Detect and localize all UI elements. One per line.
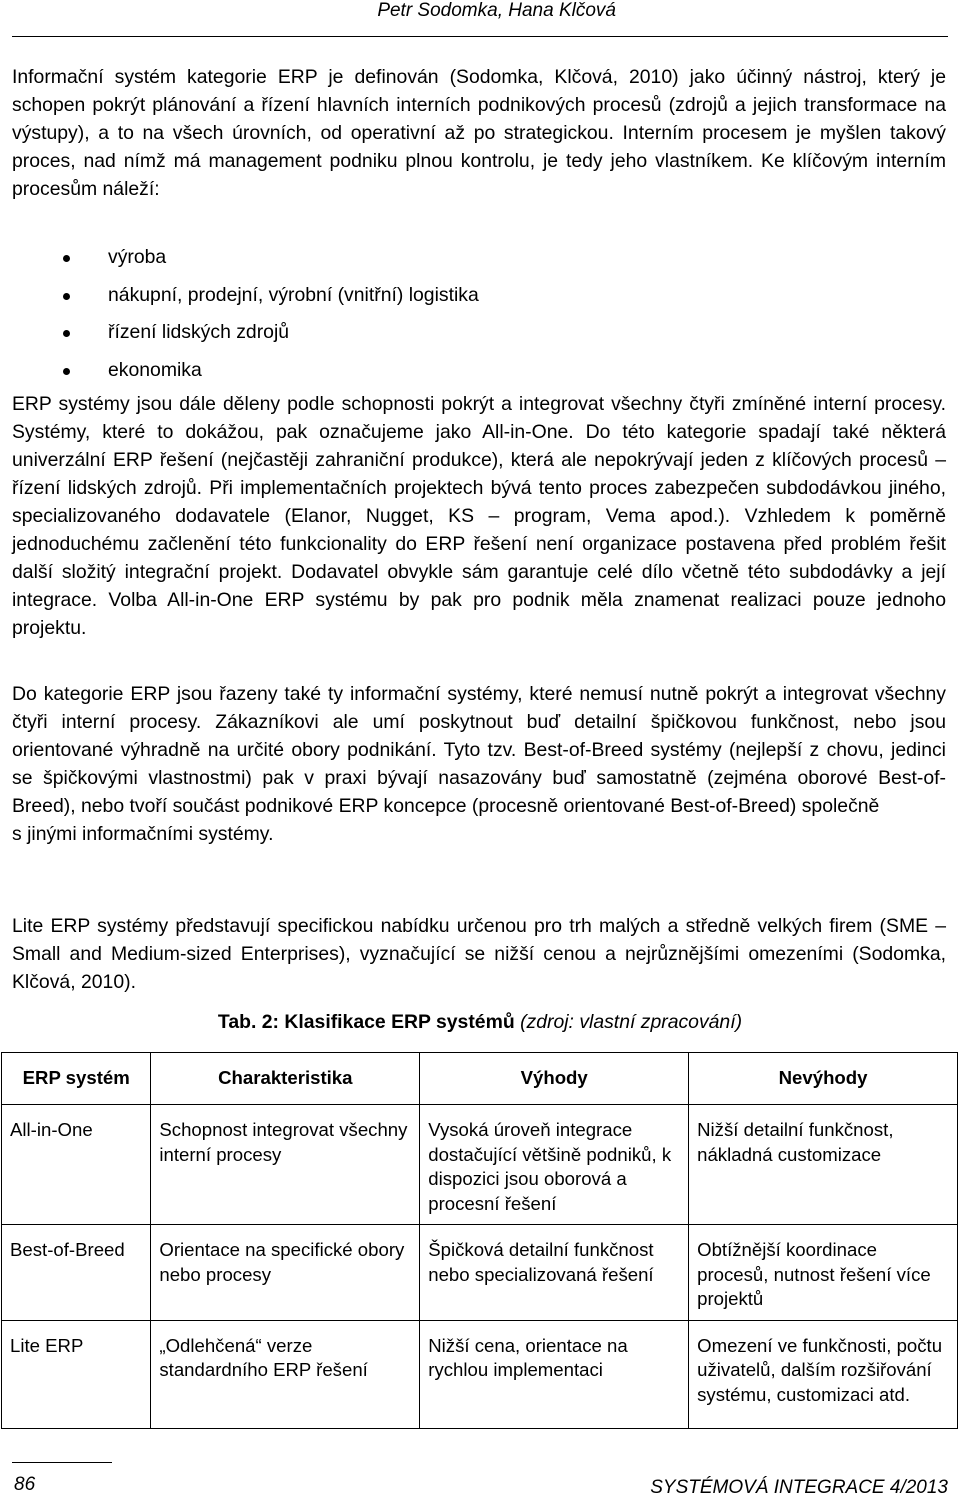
table-cell: Obtížnější koordinace procesů, nutnost řešení více projektů [689, 1225, 958, 1321]
bullet-icon [63, 368, 70, 375]
table-cell: Lite ERP [2, 1320, 151, 1428]
list-item-text: řízení lidských zdrojů [108, 321, 290, 344]
table-caption-source: (zdroj: vlastní zpracování) [520, 1011, 743, 1033]
bullet-icon [63, 330, 70, 337]
table-row [2, 1320, 958, 1428]
erp-classification-table [1, 1052, 958, 1429]
paragraph-lite-erp: Lite ERP systémy představují specifickou nabídku určenou pro trh malých a středně velkých firem (SME – Small and Medium-sized Enterprises), vyznačující se nižší cenou a nejrůznějšími omezeními (Sodomka, Klčová, 2010). [12, 915, 946, 993]
table-cell: Špičková detailní funkčnost nebo specializovaná řešení [420, 1225, 689, 1321]
paragraph-best-of-breed-tail: s jinými informačními systémy. [12, 823, 274, 845]
bullet-icon [63, 255, 70, 262]
table-caption-label: Tab. 2: Klasifikace ERP systémů [217, 1011, 515, 1033]
key-processes-list [0, 243, 960, 393]
header-erp-system: ERP systém [2, 1053, 151, 1105]
list-item-text: nákupní, prodejní, výrobní (vnitřní) logistika [108, 283, 479, 306]
list-item [0, 318, 960, 356]
paragraph-best-of-breed [12, 680, 946, 848]
list-item-text: ekonomika [108, 358, 202, 381]
paragraph-best-of-breed-main: Do kategorie ERP jsou řazeny také ty informační systémy, které nemusí nutně pokrýt a integrovat všechny čtyři interní procesy. Zákazníkovi ale umí poskytnout buď detailní špičkovou funkčnost, nebo jsou orientované výhradně na určité obory podnikání. Tyto tzv. Best-of-Breed systémy (nejlepší z chovu, jedinci se špičkovými vlastnostmi) pak v praxi bývají nasazovány buď samostatně (zejména oborové Best-of-Breed), nebo tvoří součást podnikové ERP koncepce (procesně orientované Best-of-Breed) společně [12, 683, 946, 817]
table-cell: All-in-One [2, 1105, 151, 1225]
table-cell: Nižší cena, orientace na rychlou implementaci [420, 1320, 689, 1428]
list-item [0, 281, 960, 319]
header-rule [12, 36, 948, 37]
header-disadvantages: Nevýhody [689, 1053, 958, 1105]
table-cell: Omezení ve funkčnosti, počtu uživatelů, dalším rozšiřování systému, customizaci atd. [689, 1320, 958, 1428]
table-cell: Schopnost integrovat všechny interní procesy [151, 1105, 420, 1225]
table-caption [0, 1008, 960, 1036]
footer-rule [12, 1462, 112, 1463]
paragraph-erp-definition: Informační systém kategorie ERP je definován (Sodomka, Klčová, 2010) jako účinný nástroj, který je schopen pokrýt plánování a řízení hlavních interních podnikových procesů (zdrojů a jejich transformace na výstupy), a to na všech úrovních, od operativní až po strategickou. Interním procesem je myšlen takový proces, nad nímž má management podniku plnou kontrolu, je tedy jeho vlastníkem. Ke klíčovým interním procesům náleží: [12, 66, 946, 200]
journal-title: SYSTÉMOVÁ INTEGRACE 4/2013 [650, 1477, 948, 1498]
list-item [0, 243, 960, 281]
bullet-icon [63, 293, 70, 300]
page-number: 86 [14, 1474, 36, 1495]
table-cell: Orientace na specifické obory nebo procesy [151, 1225, 420, 1321]
header-advantages: Výhody [420, 1053, 689, 1105]
table-cell: Vysoká úroveň integrace dostačující většině podniků, k dispozici jsou oborová a procesní řešení [420, 1105, 689, 1225]
table-row [2, 1105, 958, 1225]
running-header-authors: Petr Sodomka, Hana Klčová [377, 0, 616, 21]
table-row [2, 1225, 958, 1321]
list-item [0, 356, 960, 394]
table-header-row [2, 1053, 958, 1105]
table-cell: Best-of-Breed [2, 1225, 151, 1321]
table-cell: Nižší detailní funkčnost, nákladná customizace [689, 1105, 958, 1225]
table-cell: „Odlehčená“ verze standardního ERP řešení [151, 1320, 420, 1428]
paragraph-all-in-one: ERP systémy jsou dále děleny podle schopnosti pokrýt a integrovat všechny čtyři zmíněné interní procesy. Systémy, které to dokážou, pak označujeme jako All-in-One. Do této kategorie spadají také některá univerzální ERP řešení (nejčastěji zahraniční produkce), která ale nepokrývají jeden z klíčových procesů – řízení lidských zdrojů. Při implementačních projektech bývá tento proces zabezpečen subdodávkou jiného, specializovaného dodavatele (Elanor, Nugget, KS – program, Vema apod.). Vzhledem k poměrně jednoduchému začlenění této funkcionality do ERP řešení není organizace postavena před problém řešit další složitý integrační projekt. Dodavatel obvykle sám garantuje celé dílo včetně této subdodávky a její integrace. Volba All-in-One ERP systému by pak pro podnik měla znamenat realizaci pouze jednoho projektu. [12, 393, 946, 639]
header-characteristics: Charakteristika [151, 1053, 420, 1105]
list-item-text: výroba [108, 246, 167, 268]
